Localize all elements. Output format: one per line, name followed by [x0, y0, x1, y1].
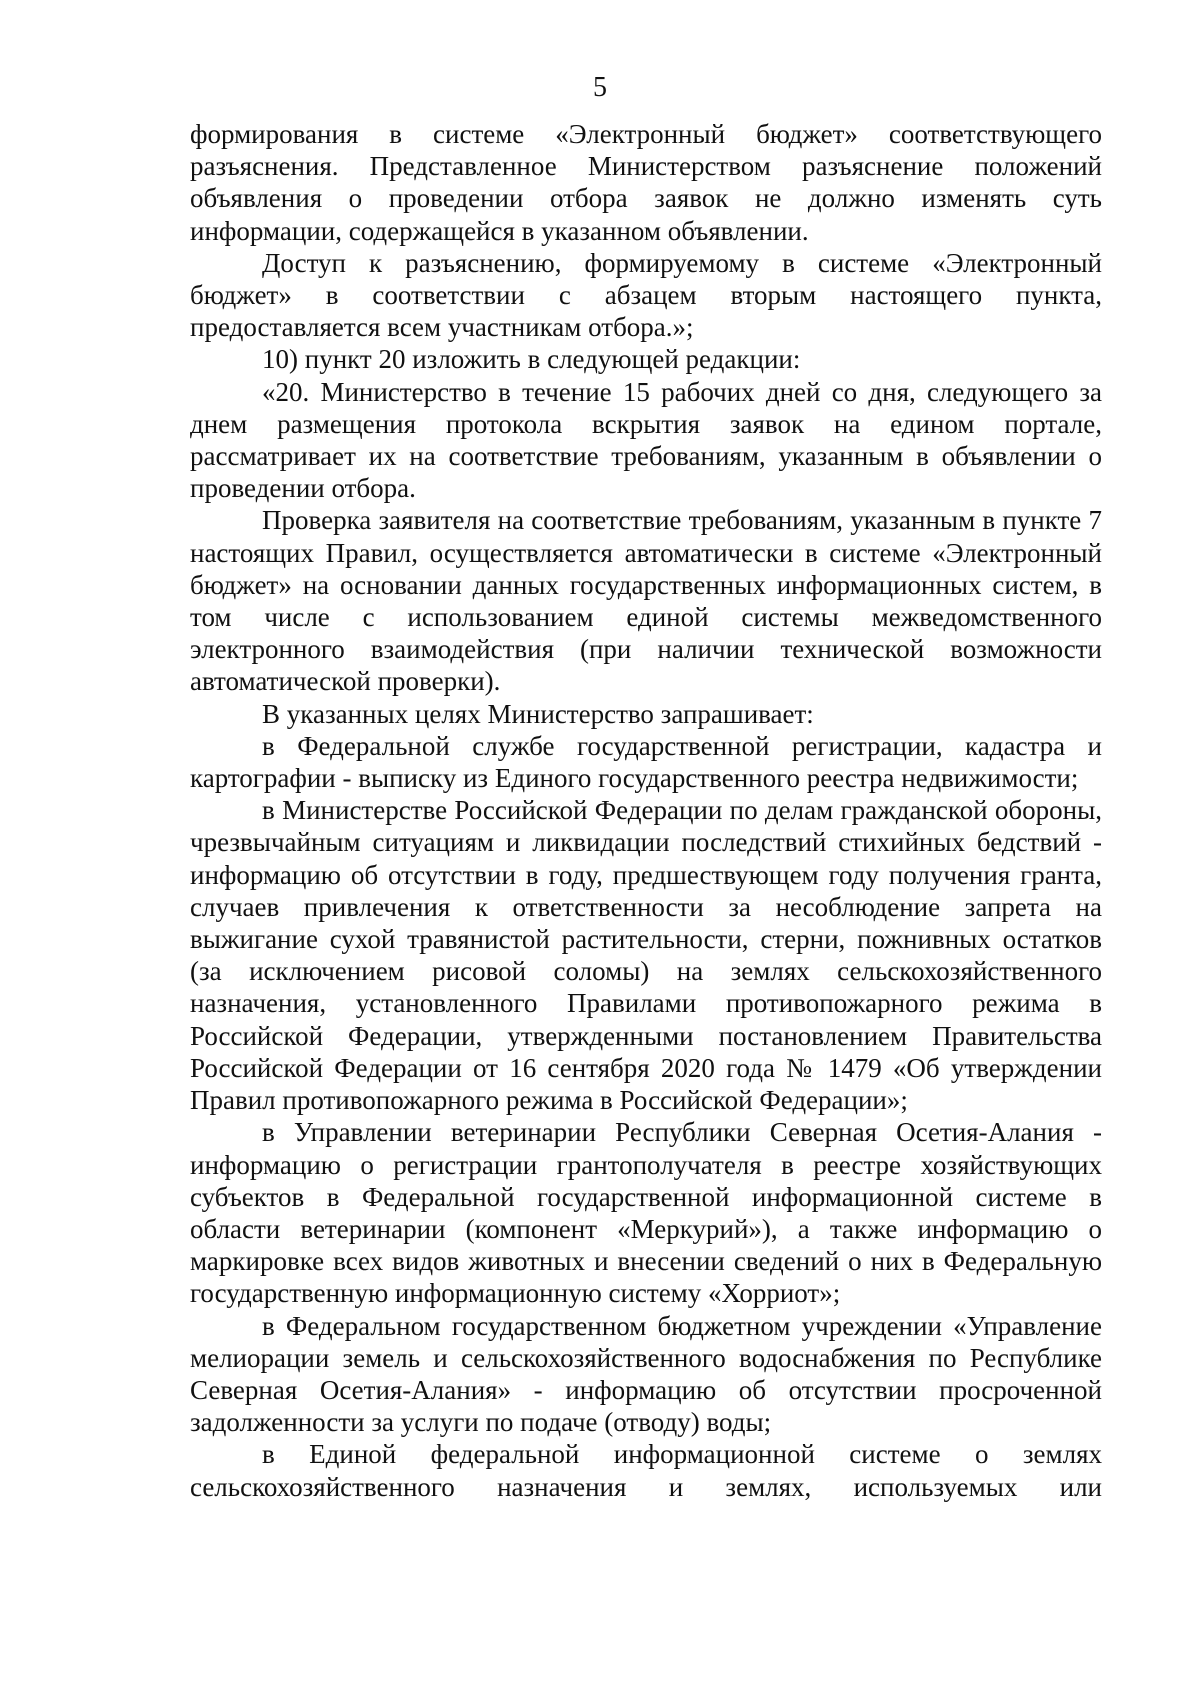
page-number: 5 — [593, 72, 607, 103]
paragraph-4: «20. Министерство в течение 15 рабочих дней со дня, следующего за днем размещения протокола вскрытия заявок на едином портале, рассматривает их на соответствие требованиям, указанным в объявлении о проведении отбора. — [190, 376, 1102, 504]
paragraph-9: в Управлении ветеринарии Республики Северная Осетия-Алания - информацию о регистрации грантополучателя в реестре хозяйствующих субъектов в Федеральной государственной информационной системе в области ветеринарии (компонент «Меркурий»), а также информацию о маркировке всех видов животных и внесении сведений о них в Федеральную государственную информационную систему «Хорриот»; — [190, 1117, 1102, 1309]
paragraph-3: 10) пункт 20 изложить в следующей редакции: — [262, 344, 801, 375]
paragraph-7: в Федеральной службе государственной регистрации, кадастра и картографии - выписку из Единого государственного реестра недвижимости; — [190, 730, 1102, 794]
paragraph-6: В указанных целях Министерство запрашивает: — [262, 698, 814, 729]
paragraph-5: Проверка заявителя на соответствие требованиям, указанным в пункте 7 настоящих Правил, осуществляется автоматически в системе «Электронный бюджет» на основании данных государственных информационных систем, в том числе с использованием единой системы межведомственного электронного взаимодействия (при наличии технической возможности автоматической проверки). — [190, 505, 1102, 697]
paragraph-10: в Федеральном государственном бюджетном учреждении «Управление мелиорации земель и сельскохозяйственного водоснабжения по Республике Северная Осетия-Алания» - информацию об отсутствии просроченной задолженности за услуги по подаче (отводу) воды; — [190, 1310, 1102, 1438]
document-body — [190, 118, 1102, 1503]
paragraph-11: в Единой федеральной информационной системе о землях сельскохозяйственного назначения и землях, используемых или — [190, 1439, 1102, 1502]
paragraph-2: Доступ к разъяснению, формируемому в системе «Электронный бюджет» в соответствии с абзацем вторым настоящего пункта, предоставляется всем участникам отбора.»; — [190, 247, 1102, 343]
paragraph-8: в Министерстве Российской Федерации по делам гражданской обороны, чрезвычайным ситуациям и ликвидации последствий стихийных бедствий - информацию об отсутствии в году, предшествующем году получения гранта, случаев привлечения к ответственности за несоблюдение запрета на выжигание сухой травянистой растительности, стерни, пожнивных остатков (за исключением рисовой соломы) на землях сельскохозяйственного назначения, установленного Правилами противопожарного режима в Российской Федерации, утвержденными постановлением Правительства Российской Федерации от 16 сентября 2020 года № 1479 «Об утверждении Правил противопожарного режима в Российской Федерации»; — [190, 795, 1102, 1116]
paragraph-1: формирования в системе «Электронный бюджет» соответствующего разъяснения. Представленное Министерством разъяснение положений объявления о проведении отбора заявок не должно изменять суть информации, содержащейся в указанном объявлении. — [190, 119, 1102, 246]
